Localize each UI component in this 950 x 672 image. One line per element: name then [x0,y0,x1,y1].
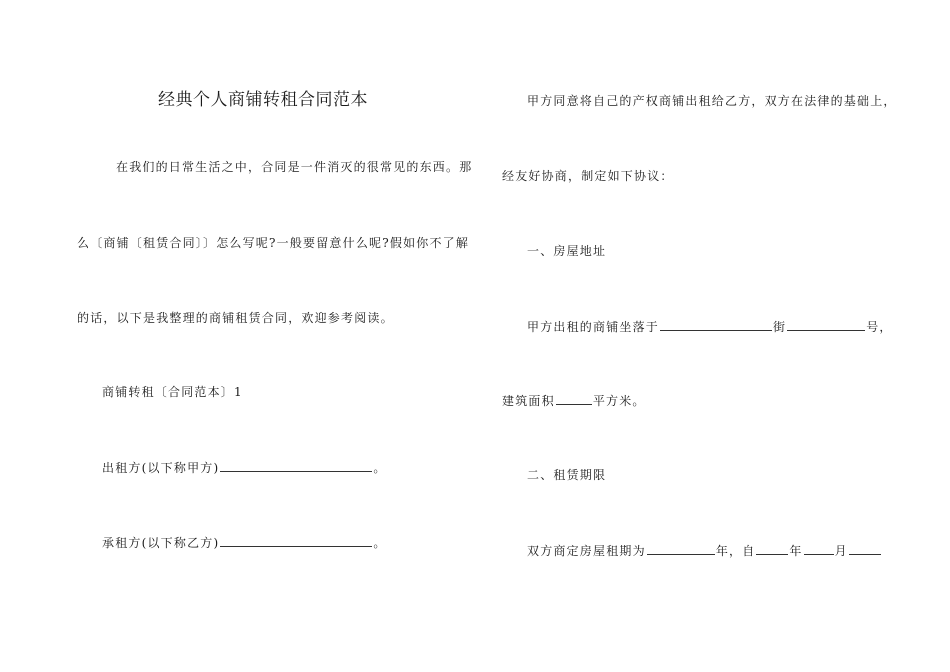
heading-term: 二、租赁期限 [527,468,607,482]
lessee-end: 。 [373,536,387,550]
document-title: 经典个人商铺转租合同范本 [158,90,368,110]
lessor-label: 出租方(以下称甲方) [102,461,220,475]
term-blank-3 [804,542,834,555]
area-prefix: 建筑面积 [502,394,555,408]
area-line [502,392,646,409]
para1-line-1: 甲方同意将自己的产权商铺出租给乙方，双方在法律的基础上， [527,94,897,108]
term-month: 月 [834,544,848,558]
heading-address: 一、房屋地址 [527,244,607,258]
lessor-line [102,459,387,476]
intro-line-3: 的话，以下是我整理的商铺租赁合同，欢迎参考阅读。 [77,311,394,325]
intro-line-1: 在我们的日常生活之中，合同是一件消灭的很常见的东西。那 [116,160,473,174]
address-street: 街 [773,320,787,334]
term-blank-2 [756,542,788,555]
lessor-blank [220,459,372,472]
area-unit: 平方米。 [592,394,646,408]
lessee-blank [220,534,372,547]
area-blank [556,392,592,405]
address-line [527,318,893,335]
term-year: 年，自 [715,544,756,558]
term-year-2: 年 [789,544,803,558]
address-number: 号， [866,320,893,334]
lessee-line [102,534,387,551]
term-blank-1 [647,542,715,555]
term-line [527,542,882,559]
address-blank-2 [787,318,865,331]
address-prefix: 甲方出租的商铺坐落于 [527,320,660,334]
intro-line-2: 么〔商铺〔租赁合同〕〕怎么写呢?一般要留意什么呢?假如你不了解 [77,236,470,250]
lessee-label: 承租方(以下称乙方) [102,536,220,550]
lessor-end: 。 [373,461,387,475]
term-blank-4 [849,542,881,555]
term-prefix: 双方商定房屋租期为 [527,544,646,558]
section-heading: 商铺转租〔合同范本〕1 [102,385,243,399]
address-blank-1 [660,318,772,331]
para1-line-2: 经友好协商，制定如下协议： [502,169,674,183]
